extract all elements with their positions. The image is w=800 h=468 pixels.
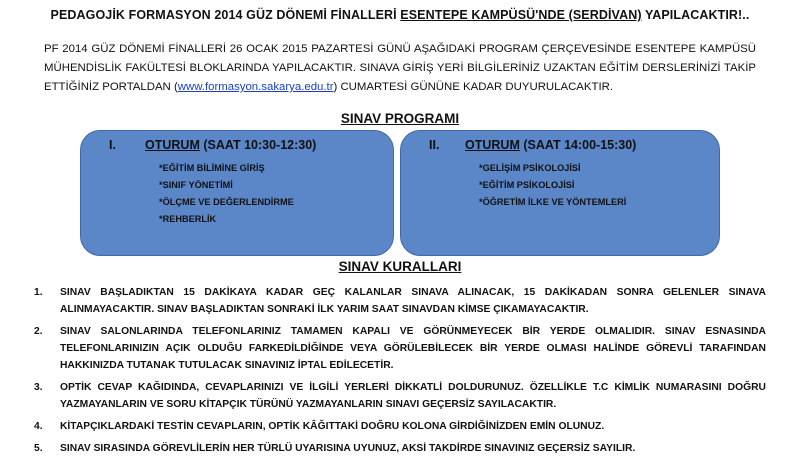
course-item: *ÖĞRETİM İLKE VE YÖNTEMLERİ <box>479 197 627 207</box>
program-title: SINAV PROGRAMI <box>340 111 460 126</box>
title-part-2: YAPILACAKTIR!.. <box>641 8 750 22</box>
rule-number: 2. <box>34 326 43 337</box>
session-1-number: I. <box>109 138 116 152</box>
session-2-courses <box>479 160 626 211</box>
rule-number: 5. <box>34 443 43 454</box>
rule-text: SINAV SIRASINDA GÖREVLİLERİN HER TÜRLÜ UYARISINA UYUNUZ, AKSİ TAKDİRDE SINAVINIZ GEÇERSİZ SAYILIR. <box>60 443 636 454</box>
rule-text: SINAV SALONLARINDA TELEFONLARINIZ TAMAMEN KAPALI VE GÖRÜNMEYECEK BİR YERDE OLMALIDIR. SINAV ESNASINDA TELEFONLARINIZIN AÇIK OLDUĞU FARKEDİLDİĞİNDE VEYA GÖRÜLEBİLECEK BİR YERDE OLMASI HALİNDE GÖREVLİ TARAFINDAN HAKKINIZDA TUTANAK TUTULACAK SINAVINIZ İPTAL EDİLECETİR. <box>60 326 766 371</box>
intro-paragraph <box>44 40 756 97</box>
session-box-2 <box>400 130 720 256</box>
rule-item <box>34 284 766 318</box>
course-item: *EĞİTİM BİLİMİNE GİRİŞ <box>159 163 265 173</box>
session-2-title <box>465 138 636 152</box>
course-item: *SINIF YÖNETİMİ <box>159 180 233 190</box>
rule-number: 3. <box>34 382 43 393</box>
portal-link[interactable]: www.formasyon.sakarya.edu.tr <box>177 81 334 93</box>
session-2-label: OTURUM <box>465 138 520 152</box>
rule-item <box>34 440 766 457</box>
rule-item <box>34 418 766 435</box>
session-1-courses <box>159 160 294 228</box>
title-campus: ESENTEPE KAMPÜSÜ'NDE (SERDİVAN) <box>400 8 642 22</box>
course-item: *REHBERLİK <box>159 214 217 224</box>
course-item: *GELİŞİM PSİKOLOJİSİ <box>479 163 581 173</box>
course-item: *ÖLÇME VE DEĞERLENDİRME <box>159 197 294 207</box>
rules-list <box>34 284 766 462</box>
session-2-number: II. <box>429 138 440 152</box>
rule-text: KİTAPÇIKLARDAKİ TESTİN CEVAPLARIN, OPTİK KÂĞITTAKİ DOĞRU KOLONA GİRDİĞİNİZDEN EMİN OLUNUZ. <box>60 421 605 432</box>
intro-text-before: PF 2014 GÜZ DÖNEMİ FİNALLERİ 26 OCAK 2015 PAZARTESİ GÜNÜ AŞAĞIDAKİ PROGRAM ÇERÇEVESİNDE ESENTEPE KAMPÜSÜ MÜHENDİSLİK FAKÜLTESİ BLOKLARINDA YAPILACAKTIR. SINAVA GİRİŞ YERİ BİLGİLERİNİZ UZAKTAN EĞİTİM DERSLERİNİZİ TAKİP ETTİĞİNİZ PORTALDAN ( <box>44 43 756 93</box>
session-1-label: OTURUM <box>145 138 200 152</box>
session-box-1 <box>80 130 394 256</box>
session-1-time: (SAAT 10:30-12:30) <box>199 138 317 152</box>
rule-number: 1. <box>34 287 43 298</box>
rule-text: SINAV BAŞLADIKTAN 15 DAKİKAYA KADAR GEÇ KALANLAR SINAVA ALINACAK, 15 DAKİKADAN SONRA GELENLER SINAVA ALINMAYACAKTIR. SINAV BAŞLADIKTAN SONRAKİ İLK YARIM SAAT SINAVDAN KİMSE ÇIKAMAYACAKTIR. <box>60 287 766 315</box>
rules-title: SINAV KURALLARI <box>338 259 462 274</box>
intro-text-after: ) CUMARTESİ GÜNÜNE KADAR DUYURULACAKTIR. <box>333 81 614 93</box>
title-part-1: PEDAGOJİK FORMASYON 2014 GÜZ DÖNEMİ FİNALLERİ <box>50 8 401 22</box>
rule-item <box>34 379 766 413</box>
course-item: *EĞİTİM PSİKOLOJİSİ <box>479 180 575 190</box>
rule-number: 4. <box>34 421 43 432</box>
rule-item <box>34 323 766 374</box>
session-2-time: (SAAT 14:00-15:30) <box>519 138 637 152</box>
session-1-title <box>145 138 316 152</box>
rule-text: OPTİK CEVAP KAĞIDINDA, CEVAPLARINIZI VE İLGİLİ YERLERİ DİKKATLİ DOLDURUNUZ. ÖZELLİKLE T.C KİMLİK NUMARASINI DOĞRU YAZMAYANLARIN VE SORU KİTAPÇIK TÜRÜNÜ YAZMAYANLARIN SINAVI GEÇERSİZ SAYILACAKTIR. <box>60 382 766 410</box>
page-title <box>0 8 800 22</box>
